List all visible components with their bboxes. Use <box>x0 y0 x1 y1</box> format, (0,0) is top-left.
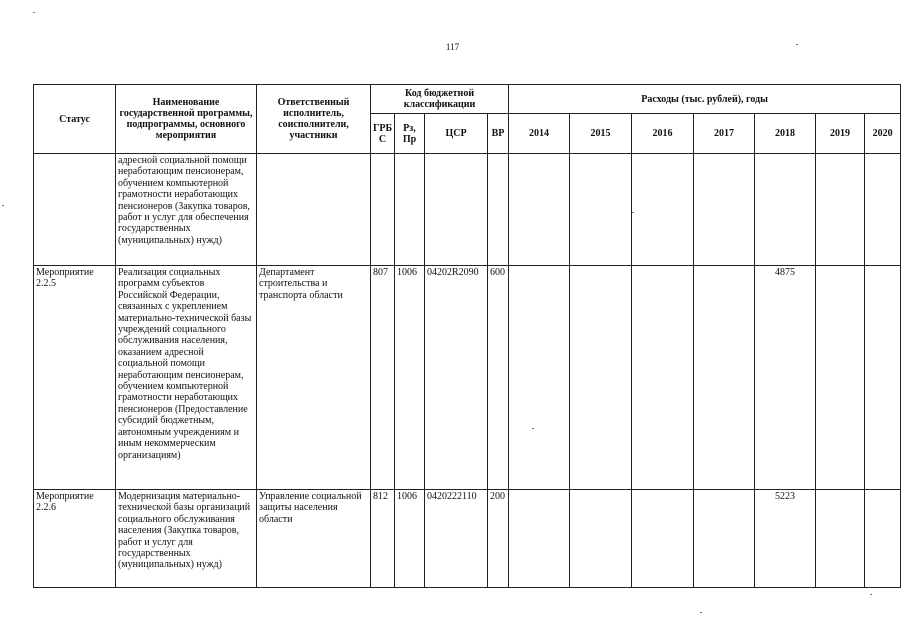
row-vr <box>488 154 509 266</box>
row-vr: 200 <box>488 490 509 588</box>
row-value <box>816 490 865 588</box>
header-year: 2015 <box>570 114 632 154</box>
header-status: Статус <box>34 85 116 154</box>
table-row <box>34 266 901 490</box>
header-responsible: Ответственный исполнитель, соисполнители, участники <box>257 85 371 154</box>
row-csr: 0420222110 <box>425 490 488 588</box>
row-value <box>694 154 755 266</box>
row-grbs: 807 <box>371 266 395 490</box>
row-value: 4875 <box>755 266 816 490</box>
row-value <box>694 490 755 588</box>
header-year: 2018 <box>755 114 816 154</box>
header-vr: ВР <box>488 114 509 154</box>
table-row <box>34 490 901 588</box>
row-value <box>865 490 901 588</box>
row-value: 5223 <box>755 490 816 588</box>
row-value <box>755 154 816 266</box>
row-csr <box>425 154 488 266</box>
row-csr: 04202R2090 <box>425 266 488 490</box>
row-value <box>632 490 694 588</box>
row-value <box>632 154 694 266</box>
row-value <box>509 490 570 588</box>
row-rzpr: 1006 <box>395 490 425 588</box>
row-grbs <box>371 154 395 266</box>
header-year: 2019 <box>816 114 865 154</box>
budget-table <box>33 84 901 588</box>
scan-speck <box>532 428 534 429</box>
page-number: 117 <box>445 42 460 52</box>
row-status: Мероприятие 2.2.6 <box>34 490 116 588</box>
row-name: Модернизация материально-технической базы организаций социального обслуживания населения (Закупка товаров, работ и услуг для государственных (муниципальных) нужд) <box>116 490 257 588</box>
row-responsible: Департамент строительства и транспорта области <box>257 266 371 490</box>
header-rzpr: Рз, Пр <box>395 114 425 154</box>
row-name: адресной социальной помощи неработающим пенсионерам, обучением компьютерной грамотности неработающих пенсионеров (Закупка товаров, работ и услуг для обеспечения государственных (муниципальных) нужд) <box>116 154 257 266</box>
header-year: 2020 <box>865 114 901 154</box>
row-value <box>570 154 632 266</box>
row-value <box>509 154 570 266</box>
header-year: 2017 <box>694 114 755 154</box>
row-responsible <box>257 154 371 266</box>
row-status: Мероприятие 2.2.5 <box>34 266 116 490</box>
row-responsible: Управление социальной защиты населения области <box>257 490 371 588</box>
row-rzpr: 1006 <box>395 266 425 490</box>
header-csr: ЦСР <box>425 114 488 154</box>
scan-speck <box>870 594 872 595</box>
header-expenses: Расходы (тыс. рублей), годы <box>509 85 901 114</box>
row-value <box>816 154 865 266</box>
row-name: Реализация социальных программ субъектов Российской Федерации, связанных с укреплением материально-технической базы учреждений социального обслуживания населения, оказанием адресной социальной помощи неработающим пенсионерам, обучением компьютерной грамотности неработающих пенсионеров (Предоставление субсидий бюджетным, автономным учреждениям и иным некоммерческим организациям) <box>116 266 257 490</box>
row-value <box>570 490 632 588</box>
table-row <box>34 154 901 266</box>
scan-speck <box>2 205 4 206</box>
header-grbs: ГРБ С <box>371 114 395 154</box>
row-value <box>570 266 632 490</box>
header-name: Наименование государственной программы, подпрограммы, основного мероприятия <box>116 85 257 154</box>
scan-speck <box>796 44 798 45</box>
row-value <box>865 154 901 266</box>
row-status <box>34 154 116 266</box>
header-budget-code: Код бюджетной классификации <box>371 85 509 114</box>
row-value <box>632 266 694 490</box>
scan-speck <box>632 212 634 213</box>
header-year: 2014 <box>509 114 570 154</box>
header-year: 2016 <box>632 114 694 154</box>
row-value <box>865 266 901 490</box>
row-value <box>816 266 865 490</box>
row-value <box>509 266 570 490</box>
row-grbs: 812 <box>371 490 395 588</box>
row-rzpr <box>395 154 425 266</box>
row-vr: 600 <box>488 266 509 490</box>
scan-speck <box>700 612 702 613</box>
scan-speck <box>33 12 35 13</box>
row-value <box>694 266 755 490</box>
